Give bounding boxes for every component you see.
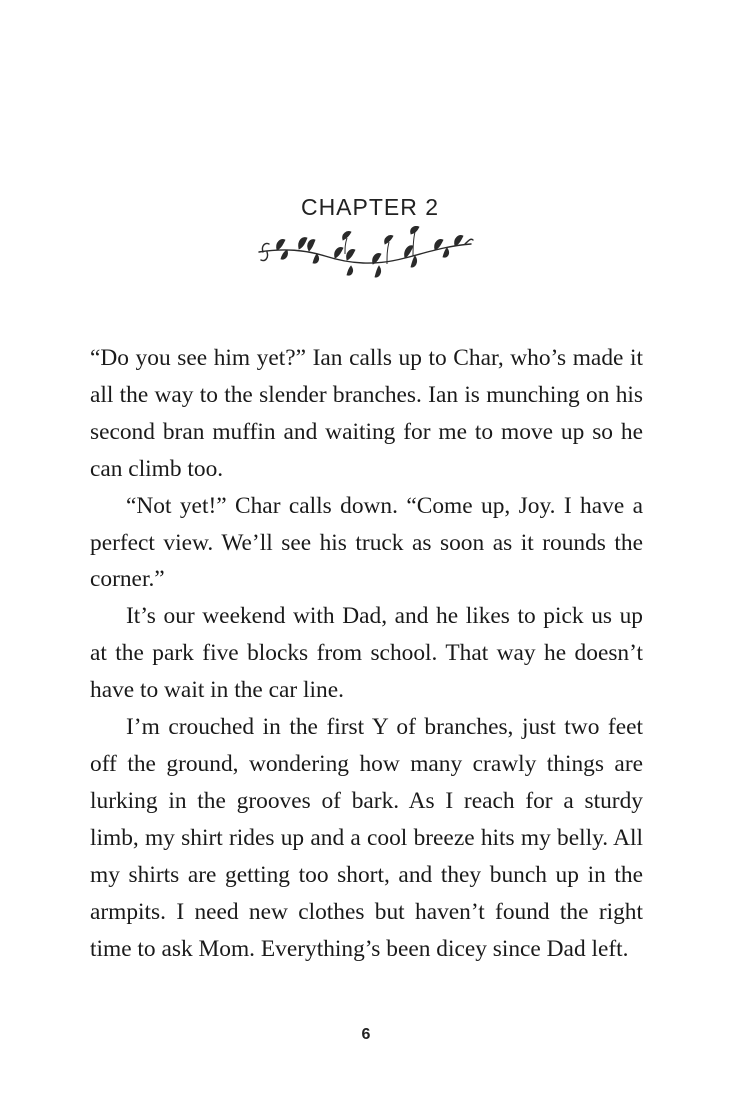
vine-branch-ornament-icon: [255, 226, 475, 282]
chapter-body-text: [90, 340, 643, 967]
page-number: 6: [361, 1026, 371, 1043]
paragraph-4: I’m crouched in the first Y of branches, just two feet off the ground, wondering how many crawly things are lurking in the grooves of bark. As I reach for a sturdy limb, my shirt rides up and a cool breeze hits my belly. All my shirts are getting too short, and they bunch up in the armpits. I need new clothes but haven’t found the right time to ask Mom. Everything’s been dicey since Dad left.: [90, 714, 643, 962]
paragraph-1: “Do you see him yet?” Ian calls up to Char, who’s made it all the way to the slender branches. Ian is munching on his second bran muffin and waiting for me to move up so he can climb too.: [90, 345, 643, 482]
paragraph-3: It’s our weekend with Dad, and he likes to pick us up at the park five blocks from school. That way he doesn’t have to wait in the car line.: [90, 603, 643, 704]
chapter-heading: CHAPTER 2: [300, 194, 440, 220]
paragraph-2: “Not yet!” Char calls down. “Come up, Joy. I have a perfect view. We’ll see his truck as soon as it rounds the corner.”: [90, 492, 643, 593]
